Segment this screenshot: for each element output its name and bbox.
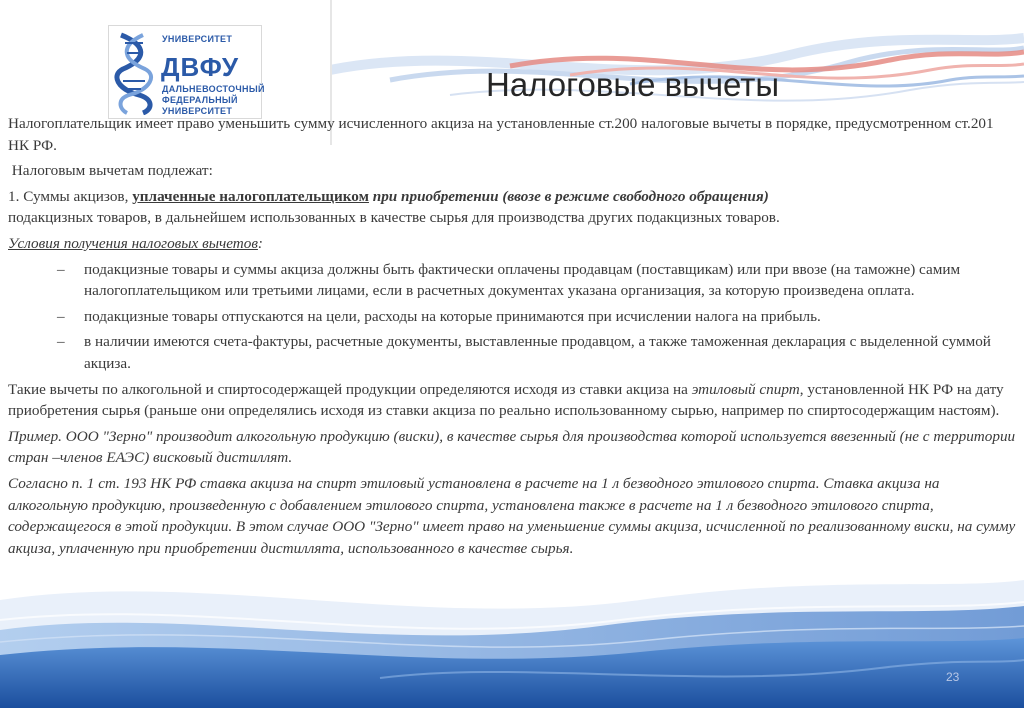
alcohol-italic: этиловый спирт bbox=[691, 380, 800, 398]
item-1-paragraph bbox=[8, 186, 1018, 229]
conditions-list bbox=[8, 259, 1018, 375]
slide-body bbox=[8, 113, 1018, 563]
logo-top-text: УНИВЕРСИТЕТ bbox=[162, 34, 233, 44]
bullet-dash: – bbox=[57, 260, 65, 278]
bottom-decorative-waves bbox=[0, 560, 1024, 708]
subject-heading-text: Налоговым вычетам подлежат: bbox=[11, 162, 213, 180]
list-item bbox=[8, 331, 1018, 374]
university-logo bbox=[108, 25, 265, 119]
subject-heading bbox=[8, 160, 1018, 182]
slide-title: Налоговые вычеты bbox=[486, 66, 780, 103]
conditions-heading-colon: : bbox=[257, 234, 263, 252]
bullet-dash: – bbox=[57, 307, 65, 325]
list-item bbox=[8, 306, 1018, 328]
page-number: 23 bbox=[946, 670, 960, 684]
logo-abbreviation: ДВФУ bbox=[161, 52, 240, 82]
item-1-prefix: 1. Суммы акцизов, bbox=[8, 187, 133, 205]
item-1-bold: уплаченные налогоплательщиком bbox=[132, 187, 369, 205]
intro-paragraph: Налогоплательщик имеет право уменьшить сумму исчисленного акциза на установленные ст.200 налоговые вычеты в порядке, предусмотренном ст.201 НК РФ. bbox=[8, 115, 994, 154]
conditions-heading-text: Условия получения налоговых вычетов bbox=[8, 234, 258, 252]
logo-line-1: ДАЛЬНЕВОСТОЧНЫЙ bbox=[162, 84, 265, 94]
condition-text: подакцизные товары и суммы акциза должны быть фактически оплачены продавцам (поставщикам) или при ввозе (на таможне) самим налогоплательщиком или третьими лицами, если в расчетных документах указана организация, за которую произведена оплата. bbox=[84, 260, 961, 300]
conditions-heading bbox=[8, 233, 1018, 255]
list-item bbox=[8, 259, 1018, 302]
item-1-rest: подакцизных товаров, в дальнейшем использованных в качестве сырья для производства других подакцизных товаров. bbox=[8, 209, 780, 227]
alcohol-part-1: Такие вычеты по алкогольной и спиртосодержащей продукции определяются исходя из ставки акциза на bbox=[8, 380, 692, 398]
example-paragraph: Пример. ООО "Зерно" производит алкогольную продукцию (виски), в качестве сырья для производства которой используется ввезенный (не с территории стран –членов ЕАЭС) висковый дистиллят. bbox=[8, 427, 1016, 467]
bullet-dash: – bbox=[57, 333, 65, 351]
rule-paragraph: Согласно п. 1 ст. 193 НК РФ ставка акциза на спирт этиловый установлена в расчете на 1 л безводного этилового спирта. Ставка акциза на алкогольную продукцию, произведенную с добавлением этилового спирта, установлена также в расчете на 1 л безводного этилового спирта, содержащегося в этой продукции. В этом случае ООО "Зерно" имеет право на уменьшение суммы акциза, исчисленной по реализованному виски, на сумму акциза, уплаченную при приобретении дистиллята, использованного в качестве сырья. bbox=[8, 474, 1016, 557]
alcohol-paragraph bbox=[8, 379, 1018, 422]
dna-helix-emblem-icon bbox=[113, 29, 159, 115]
condition-text: в наличии имеются счета-фактуры, расчетные документы, выставленные продавцом, а также таможенная декларация с выделенной суммой акциза. bbox=[84, 333, 991, 372]
logo-line-3: УНИВЕРСИТЕТ bbox=[162, 106, 233, 116]
item-1-bold-italic: при приобретении (ввозе в режиме свободного обращения) bbox=[372, 187, 769, 205]
alcohol-part-2: , установленной НК РФ на дату приобретения сырья (раньше они определялись исходя из ставки акциза по реально использованному сырью, например по спиртосодержащим настоям). bbox=[8, 380, 1004, 420]
logo-line-2: ФЕДЕРАЛЬНЫЙ bbox=[162, 95, 238, 105]
condition-text: подакцизные товары отпускаются на цели, расходы на которые принимаются при исчислении налога на прибыль. bbox=[84, 307, 821, 325]
